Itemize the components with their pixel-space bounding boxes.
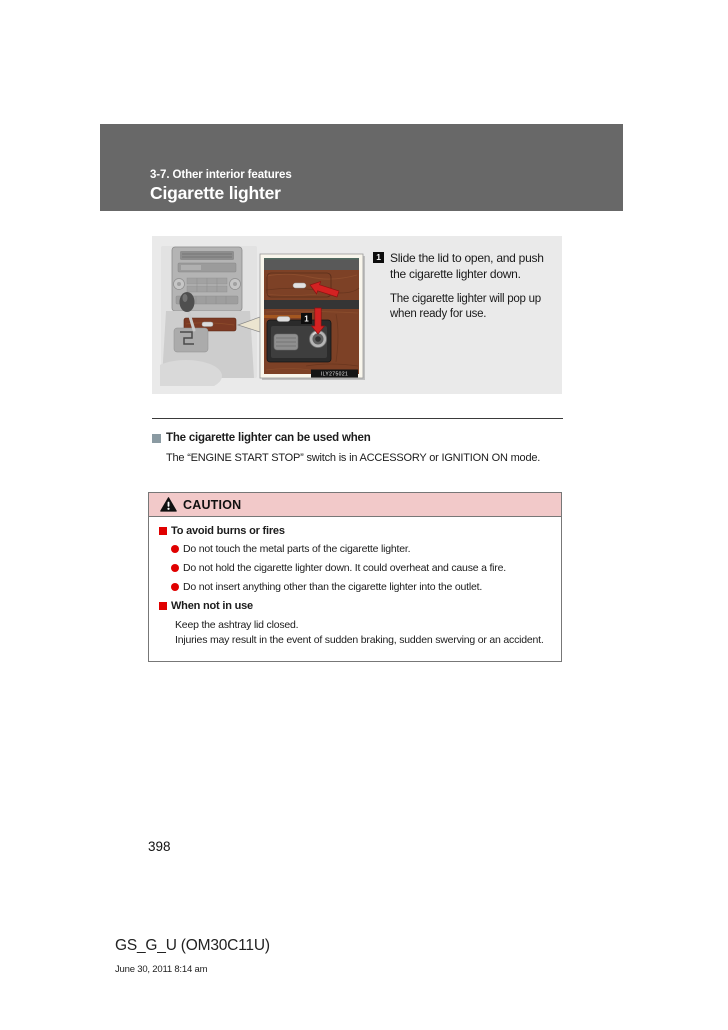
- section-label: 3-7. Other interior features: [150, 169, 292, 181]
- caution-heading-text: When not in use: [171, 600, 253, 612]
- document-timestamp: June 30, 2011 8:14 am: [115, 964, 208, 975]
- square-bullet-icon: [159, 527, 167, 535]
- circle-bullet-icon: [171, 564, 179, 572]
- caution-bullet: [171, 562, 551, 575]
- caution-box: [148, 492, 562, 662]
- step-note: The cigarette lighter will pop up when ready for use.: [390, 293, 541, 320]
- circle-bullet-icon: [171, 545, 179, 553]
- step-number-badge: 1: [373, 252, 384, 263]
- caution-bullet-text: Do not touch the metal parts of the cigarette lighter.: [183, 543, 411, 555]
- document-code: GS_G_U (OM30C11U): [115, 937, 270, 954]
- step-1: [373, 250, 556, 282]
- caution-group-heading: [159, 600, 551, 612]
- page-title: Cigarette lighter: [150, 183, 281, 203]
- console-photo: [160, 246, 257, 386]
- info-section: [152, 432, 572, 465]
- info-body: The “ENGINE START STOP” switch is in ACCESSORY or IGNITION ON mode.: [166, 452, 541, 464]
- square-bullet-icon: [152, 434, 161, 443]
- warning-triangle-icon: [160, 497, 177, 512]
- caution-bullet-text: Do not hold the cigarette lighter down. It could overheat and cause a fire.: [183, 562, 506, 574]
- caution-heading-text: To avoid burns or fires: [171, 525, 285, 537]
- caution-bullet: [171, 581, 551, 594]
- figure-instructions: [373, 250, 556, 322]
- caution-group-heading: [159, 525, 551, 537]
- header-band: [100, 124, 623, 211]
- console-illustration: [160, 236, 366, 386]
- info-heading-text: The cigarette lighter can be used when: [166, 432, 371, 444]
- inset-panel: [260, 254, 365, 380]
- caution-bullet: [171, 543, 551, 556]
- square-bullet-icon: [159, 602, 167, 610]
- caution-header: [149, 493, 561, 517]
- figure-panel: [152, 236, 562, 394]
- caution-paragraph: Injuries may result in the event of sudden braking, sudden swerving or an accident.: [175, 634, 544, 646]
- page-number: 398: [148, 839, 171, 854]
- caution-bullet-text: Do not insert anything other than the cigarette lighter into the outlet.: [183, 581, 483, 593]
- info-heading: [152, 432, 572, 444]
- caution-body: [149, 517, 561, 648]
- caution-title: CAUTION: [183, 497, 242, 512]
- document-footer: [115, 937, 270, 975]
- step-number-marker-text: 1: [304, 314, 309, 324]
- section-divider: [152, 418, 563, 419]
- step-text: Slide the lid to open, and push the cigarette lighter down.: [390, 251, 544, 281]
- circle-bullet-icon: [171, 583, 179, 591]
- image-code-text: ILY275021: [320, 371, 349, 378]
- caution-paragraph: Keep the ashtray lid closed.: [175, 619, 299, 631]
